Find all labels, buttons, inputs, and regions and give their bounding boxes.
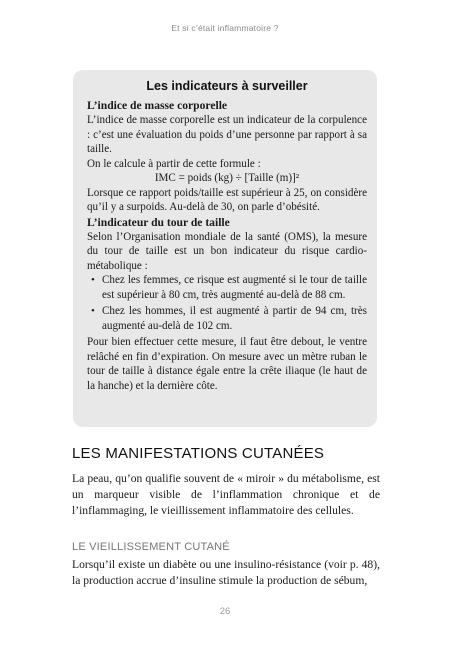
bmi-heading: L’indice de masse corporelle (87, 99, 228, 112)
list-item (87, 273, 367, 302)
waist-heading: L’indicateur du tour de taille (87, 215, 230, 229)
box-title: Les indicateurs à surveiller (146, 79, 308, 93)
page-number: 26 (219, 606, 231, 617)
risk-list (87, 273, 367, 333)
list-item (87, 304, 367, 333)
waist-paragraph-2: Pour bien effectuer cette mesure, il faut être debout, le ventre relâché en fin d’expiration. On mesure avec un mètre ruban le tour de taille à distance égale entre la crête iliaque (le haut de la hanche) et la dernière côte. (87, 336, 367, 392)
bmi-paragraph-1: L’indice de masse corporelle est un indicateur de la corpulence : c’est une évaluation du poids d’une personne par rapport à sa taille. (87, 114, 367, 155)
bmi-formula: IMC = poids (kg) ÷ [Taille (m)]² (154, 172, 300, 184)
subsection-paragraph: Lorsqu’il existe un diabète ou une insulino-résistance (voir p. 48), la production accrue d’insuline stimule la production de sébum, (72, 558, 380, 588)
indicators-box (73, 70, 377, 427)
section-paragraph: La peau, qu’on qualifie souvent de « miroir » du métabolisme, est un marqueur visible de l’inflammation chronique et de l’inflammaging, le vieillissement inflammatoire des cellules. (72, 472, 380, 518)
list-item-text: Chez les hommes, il est augmenté à partir de 94 cm, très augmenté au-delà de 102 cm. (102, 305, 367, 332)
section-title: LES MANIFESTATIONS CUTANÉES (72, 445, 325, 462)
bmi-paragraph-2: On le calcule à partir de cette formule : (87, 157, 261, 170)
bmi-paragraph-3: Lorsque ce rapport poids/taille est supérieur à 25, on considère qu’il y a surpoids. Au-delà de 30, on parle d’obésité. (87, 186, 367, 213)
bullet-icon: • (91, 274, 95, 286)
running-header: Et si c’était inflammatoire ? (171, 23, 279, 33)
waist-paragraph-1: Selon l’Organisation mondiale de la santé (OMS), la mesure du tour de taille est un bon indicateur du risque cardio-métabolique : (87, 230, 367, 272)
list-item-text: Chez les femmes, ce risque est augmenté si le tour de taille est supérieur à 80 cm, très augmenté au-delà de 88 cm. (102, 274, 367, 301)
subsection-title: LE VIEILLISSEMENT CUTANÉ (72, 541, 230, 553)
bullet-icon: • (91, 305, 95, 317)
